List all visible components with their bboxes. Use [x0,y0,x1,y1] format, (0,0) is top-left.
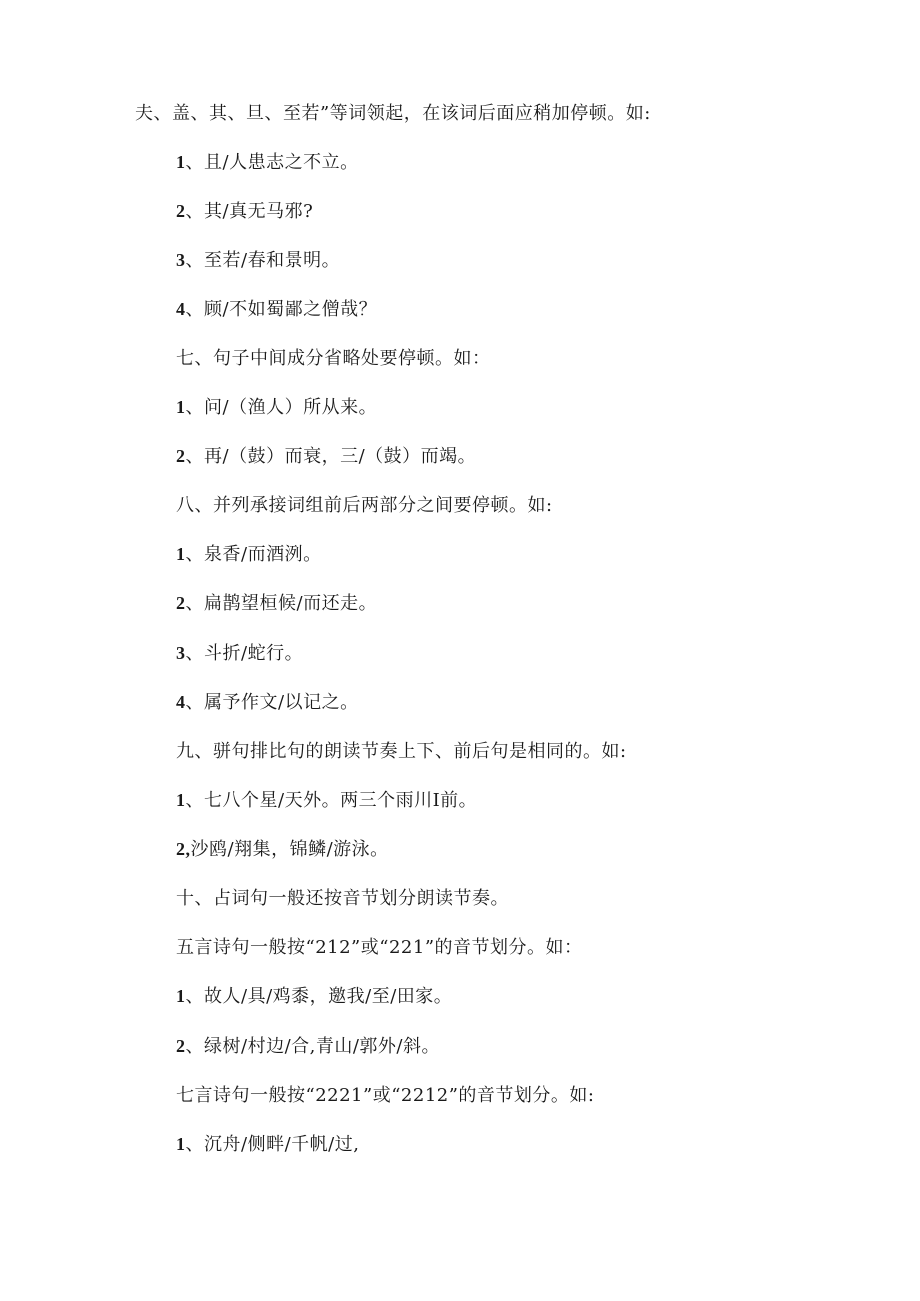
line-text: 、泉香/而酒洌。 [185,544,322,565]
line-text: 、属予作文/以记之。 [185,692,359,713]
text-line-9 [176,493,553,518]
line-text: 九、骈句排比句的朗读节奏上下、前后句是相同的。如: [176,741,627,762]
line-text: 、顾/不如蜀鄙之僧哉？ [185,299,378,320]
text-line-19 [176,984,452,1009]
line-number: 1 [176,1134,186,1154]
line-number: 1 [176,152,186,172]
text-line-2 [176,150,359,175]
line-number: 1 [176,790,186,810]
line-number: 3 [176,250,186,270]
text-line-3 [176,199,313,224]
text-line-6 [176,346,491,371]
line-text: 、故人/具/鸡黍，邀我/至/田家。 [185,986,453,1007]
text-line-12 [176,641,303,666]
text-line-1 [135,101,651,126]
line-text: 、绿树/村边/合,青山/郭外/斜。 [185,1036,440,1057]
line-number: 3 [176,643,186,663]
line-text: 、七八个星/天外。两三个雨川I前。 [185,790,478,811]
line-text: 五言诗句一般按“212”或“221”的音节划分。如： [176,937,583,958]
line-text: 沙鸥/翔集，锦鳞/游泳。 [190,839,389,860]
line-text: 七言诗句一般按“2221”或“2212”的音节划分。如: [176,1085,595,1106]
text-line-5 [176,297,377,322]
text-line-17 [176,886,509,911]
text-line-8 [176,444,476,469]
line-text: 、问/（渔人）所从来。 [185,397,378,418]
text-line-16 [176,837,389,862]
line-number: 1 [176,544,186,564]
line-text: 七、句子中间成分省略处要停顿。如： [176,348,491,369]
line-number: 2 [176,593,186,613]
text-line-7 [176,395,377,420]
text-line-14 [176,739,627,764]
line-number: 4 [176,299,186,319]
text-line-22 [176,1132,359,1157]
line-text: 、至若/春和景明。 [185,250,341,271]
line-text: 、其/真无马邪? [185,201,314,222]
line-number: 2, [176,839,191,859]
line-number: 2 [176,201,186,221]
text-line-10 [176,542,322,567]
line-number: 4 [176,692,186,712]
text-line-15 [176,788,477,813]
line-text: 、沉舟/侧畔/千帆/过, [185,1134,360,1155]
line-text: 夫、盖、其、旦、至若”等词领起，在该词后面应稍加停顿。如: [135,103,651,124]
line-text: 、斗折/蛇行。 [185,643,304,664]
line-text: 八、并列承接词组前后两部分之间要停顿。如: [176,495,553,516]
text-line-18 [176,935,583,960]
line-number: 2 [176,1036,186,1056]
line-text: 十、占词句一般还按音节划分朗读节奏。 [176,888,509,909]
text-line-20 [176,1034,440,1059]
line-text: 、再/（鼓）而衰，三/（鼓）而竭。 [185,446,477,467]
line-number: 2 [176,446,186,466]
line-text: 、扁鹊望桓候/而还走。 [185,593,378,614]
text-line-11 [176,591,377,616]
line-number: 1 [176,986,186,1006]
text-line-4 [176,248,340,273]
text-line-13 [176,690,359,715]
text-line-21 [176,1083,595,1108]
line-text: 、且/人患志之不立。 [185,152,359,173]
line-number: 1 [176,397,186,417]
